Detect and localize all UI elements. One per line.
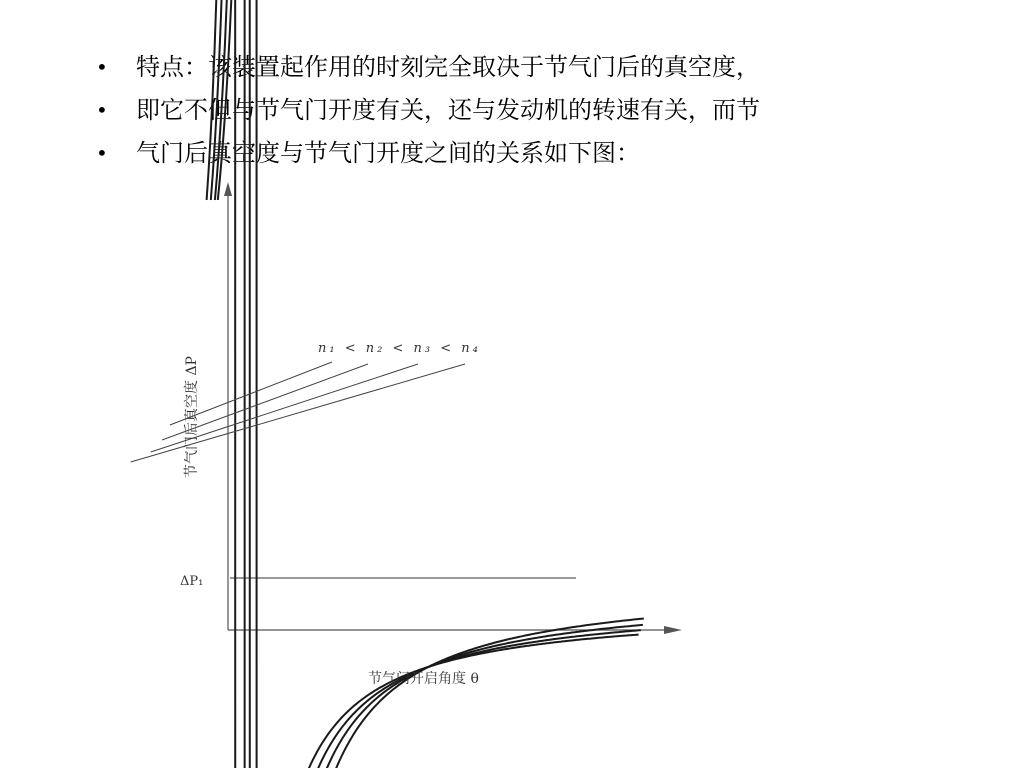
series-curve-1 bbox=[207, 0, 639, 768]
y-axis-arrow-icon bbox=[224, 182, 232, 196]
x-axis-arrow-icon bbox=[664, 626, 682, 634]
bullet-text: 气门后真空度与节气门开度之间的关系如下图： bbox=[136, 139, 640, 167]
series-curve-4 bbox=[218, 0, 644, 768]
bullet-dot-icon: • bbox=[96, 98, 108, 122]
leader-lines bbox=[131, 362, 465, 462]
bullet-dot-icon: • bbox=[96, 55, 108, 79]
y-axis-label: 节气门后真空度 ΔP bbox=[184, 356, 200, 478]
series-curves bbox=[207, 0, 644, 768]
series-curve-3 bbox=[215, 0, 643, 768]
bullet-dot-icon: • bbox=[96, 141, 108, 165]
x-axis-label: 节气门开启角度 θ bbox=[368, 671, 479, 687]
bullet-text: 即它不但与节气门开度有关，还与发动机的转速有关，而节 bbox=[136, 96, 760, 124]
reference-y-label: ΔP₁ bbox=[180, 574, 204, 589]
bullet-text: 特点：该装置起作用的时刻完全取决于节气门后的真空度， bbox=[136, 53, 760, 81]
leader-line-4 bbox=[131, 364, 465, 462]
legend-text: n₁ < n₂ < n₃ < n₄ bbox=[318, 341, 481, 356]
